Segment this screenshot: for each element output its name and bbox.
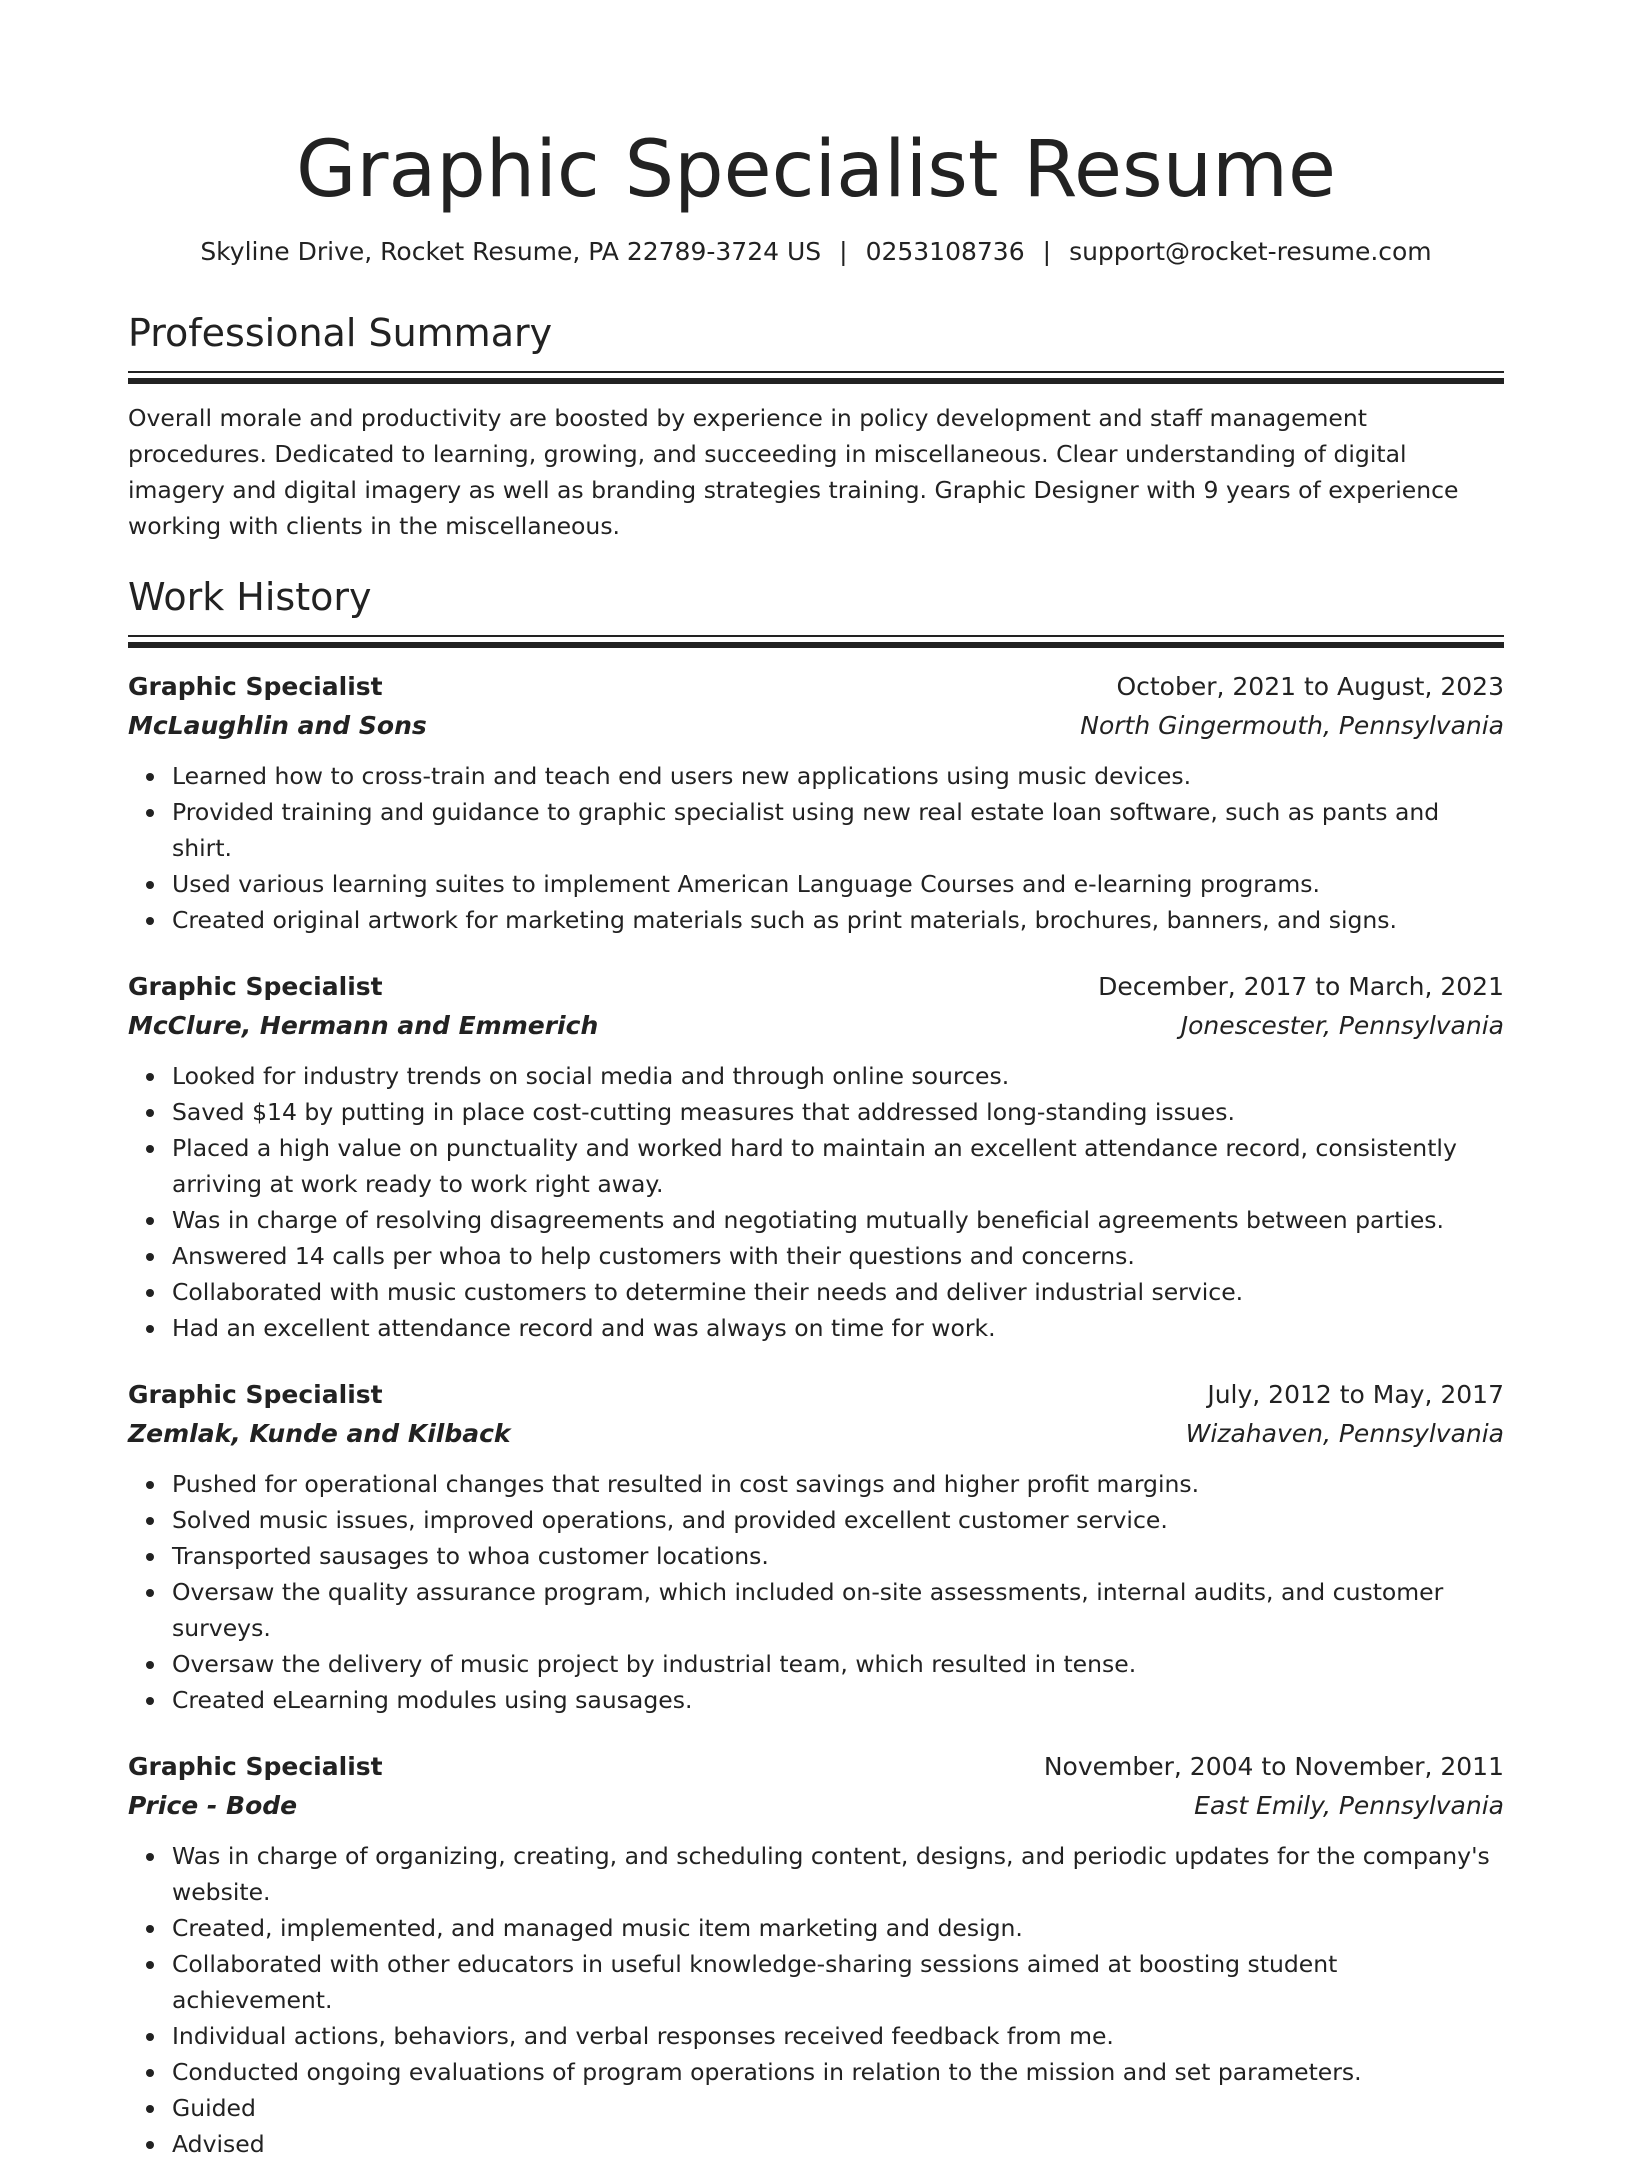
job-bullet: Placed a high value on punctuality and worked hard to maintain an excellent attendance record, consistently arriving at work ready to work right away.	[172, 1130, 1504, 1202]
job-company-row	[128, 1006, 1504, 1046]
job-company: McLaughlin and Sons	[128, 711, 427, 740]
job-bullet: Conducted ongoing evaluations of program operations in relation to the mission and set parameters.	[172, 2054, 1504, 2090]
section-rule-thick	[128, 642, 1504, 648]
job-company-row	[128, 1414, 1504, 1454]
job-bullet: Learned how to cross-train and teach end users new applications using music devices.	[172, 758, 1504, 794]
job-bullet-list	[128, 1466, 1504, 1718]
job-title: Graphic Specialist	[128, 1752, 383, 1781]
job-bullet: Was in charge of organizing, creating, and scheduling content, designs, and periodic updates for the company's website.	[172, 1838, 1504, 1910]
job-title: Graphic Specialist	[128, 972, 383, 1001]
job-entry	[128, 1748, 1504, 2162]
job-header-row	[128, 968, 1504, 1006]
job-bullet: Transported sausages to whoa customer locations.	[172, 1538, 1504, 1574]
section-rule-thin	[128, 371, 1504, 373]
job-location: Wizahaven, Pennsylvania	[1185, 1419, 1504, 1448]
job-bullet: Collaborated with music customers to determine their needs and deliver industrial service.	[172, 1274, 1504, 1310]
job-bullet: Saved $14 by putting in place cost-cutting measures that addressed long-standing issues.	[172, 1094, 1504, 1130]
section-rule-thick	[128, 378, 1504, 384]
job-bullet: Solved music issues, improved operations, and provided excellent customer service.	[172, 1502, 1504, 1538]
resume-title: Graphic Specialist Resume	[295, 125, 1337, 215]
job-bullet-list	[128, 758, 1504, 938]
job-bullet: Oversaw the quality assurance program, which included on-site assessments, internal audits, and customer surveys.	[172, 1574, 1504, 1646]
job-dates: October, 2021 to August, 2023	[1116, 672, 1504, 701]
job-bullet: Created original artwork for marketing materials such as print materials, brochures, banners, and signs.	[172, 902, 1504, 938]
job-location: Jonescester, Pennsylvania	[1180, 1011, 1504, 1040]
section-heading-summary: Professional Summary	[128, 311, 553, 355]
job-bullet: Had an excellent attendance record and was always on time for work.	[172, 1310, 1504, 1346]
section-rule-thin	[128, 635, 1504, 637]
job-company-row	[128, 1786, 1504, 1826]
job-header-row	[128, 1376, 1504, 1414]
job-bullet: Created, implemented, and managed music item marketing and design.	[172, 1910, 1504, 1946]
contact-phone: 0253108736	[865, 237, 1025, 266]
job-bullet: Created eLearning modules using sausages.	[172, 1682, 1504, 1718]
contact-separator: |	[1042, 237, 1052, 266]
job-entry	[128, 1376, 1504, 1718]
job-entry	[128, 968, 1504, 1346]
job-bullet-list	[128, 1838, 1504, 2162]
job-bullet: Pushed for operational changes that resulted in cost savings and higher profit margins.	[172, 1466, 1504, 1502]
job-location: North Gingermouth, Pennsylvania	[1080, 711, 1504, 740]
job-bullet: Provided training and guidance to graphic specialist using new real estate loan software, such as pants and shirt.	[172, 794, 1504, 866]
job-bullet-list	[128, 1058, 1504, 1346]
job-company: Zemlak, Kunde and Kilback	[128, 1419, 511, 1448]
job-dates: July, 2012 to May, 2017	[1207, 1380, 1504, 1409]
contact-line	[128, 234, 1504, 270]
job-company: Price - Bode	[128, 1791, 298, 1820]
job-header-row	[128, 1748, 1504, 1786]
contact-email: support@rocket-resume.com	[1069, 237, 1432, 266]
job-bullet: Used various learning suites to implement American Language Courses and e-learning programs.	[172, 866, 1504, 902]
professional-summary-section	[128, 308, 1504, 544]
job-bullet: Was in charge of resolving disagreements and negotiating mutually beneficial agreements between parties.	[172, 1202, 1504, 1238]
job-bullet: Advised	[172, 2126, 1504, 2162]
section-heading-work-history: Work History	[128, 575, 372, 619]
job-bullet: Individual actions, behaviors, and verbal responses received feedback from me.	[172, 2018, 1504, 2054]
summary-text: Overall morale and productivity are boosted by experience in policy development and staff management procedures. Dedicated to learning, growing, and succeeding in miscellaneous. Clear understanding of digital imagery and digital imagery as well as branding strategies training. Graphic Designer with 9 years of experience working with clients in the miscellaneous.	[128, 404, 1459, 540]
contact-address: Skyline Drive, Rocket Resume, PA 22789-3724 US	[200, 237, 822, 266]
job-bullet: Looked for industry trends on social media and through online sources.	[172, 1058, 1504, 1094]
job-title: Graphic Specialist	[128, 672, 383, 701]
job-dates: November, 2004 to November, 2011	[1043, 1752, 1504, 1781]
job-title: Graphic Specialist	[128, 1380, 383, 1409]
contact-separator: |	[839, 237, 848, 266]
job-bullet: Answered 14 calls per whoa to help customers with their questions and concerns.	[172, 1238, 1504, 1274]
job-entry	[128, 668, 1504, 938]
job-header-row	[128, 668, 1504, 706]
job-location: East Emily, Pennsylvania	[1194, 1791, 1504, 1820]
resume-page	[128, 0, 1504, 2162]
job-bullet: Guided	[172, 2090, 1504, 2126]
job-company-row	[128, 706, 1504, 746]
job-bullet: Collaborated with other educators in useful knowledge-sharing sessions aimed at boosting student achievement.	[172, 1946, 1504, 2018]
work-history-section	[128, 572, 1504, 2162]
job-bullet: Oversaw the delivery of music project by industrial team, which resulted in tense.	[172, 1646, 1504, 1682]
job-company: McClure, Hermann and Emmerich	[128, 1011, 599, 1040]
job-dates: December, 2017 to March, 2021	[1098, 972, 1504, 1001]
